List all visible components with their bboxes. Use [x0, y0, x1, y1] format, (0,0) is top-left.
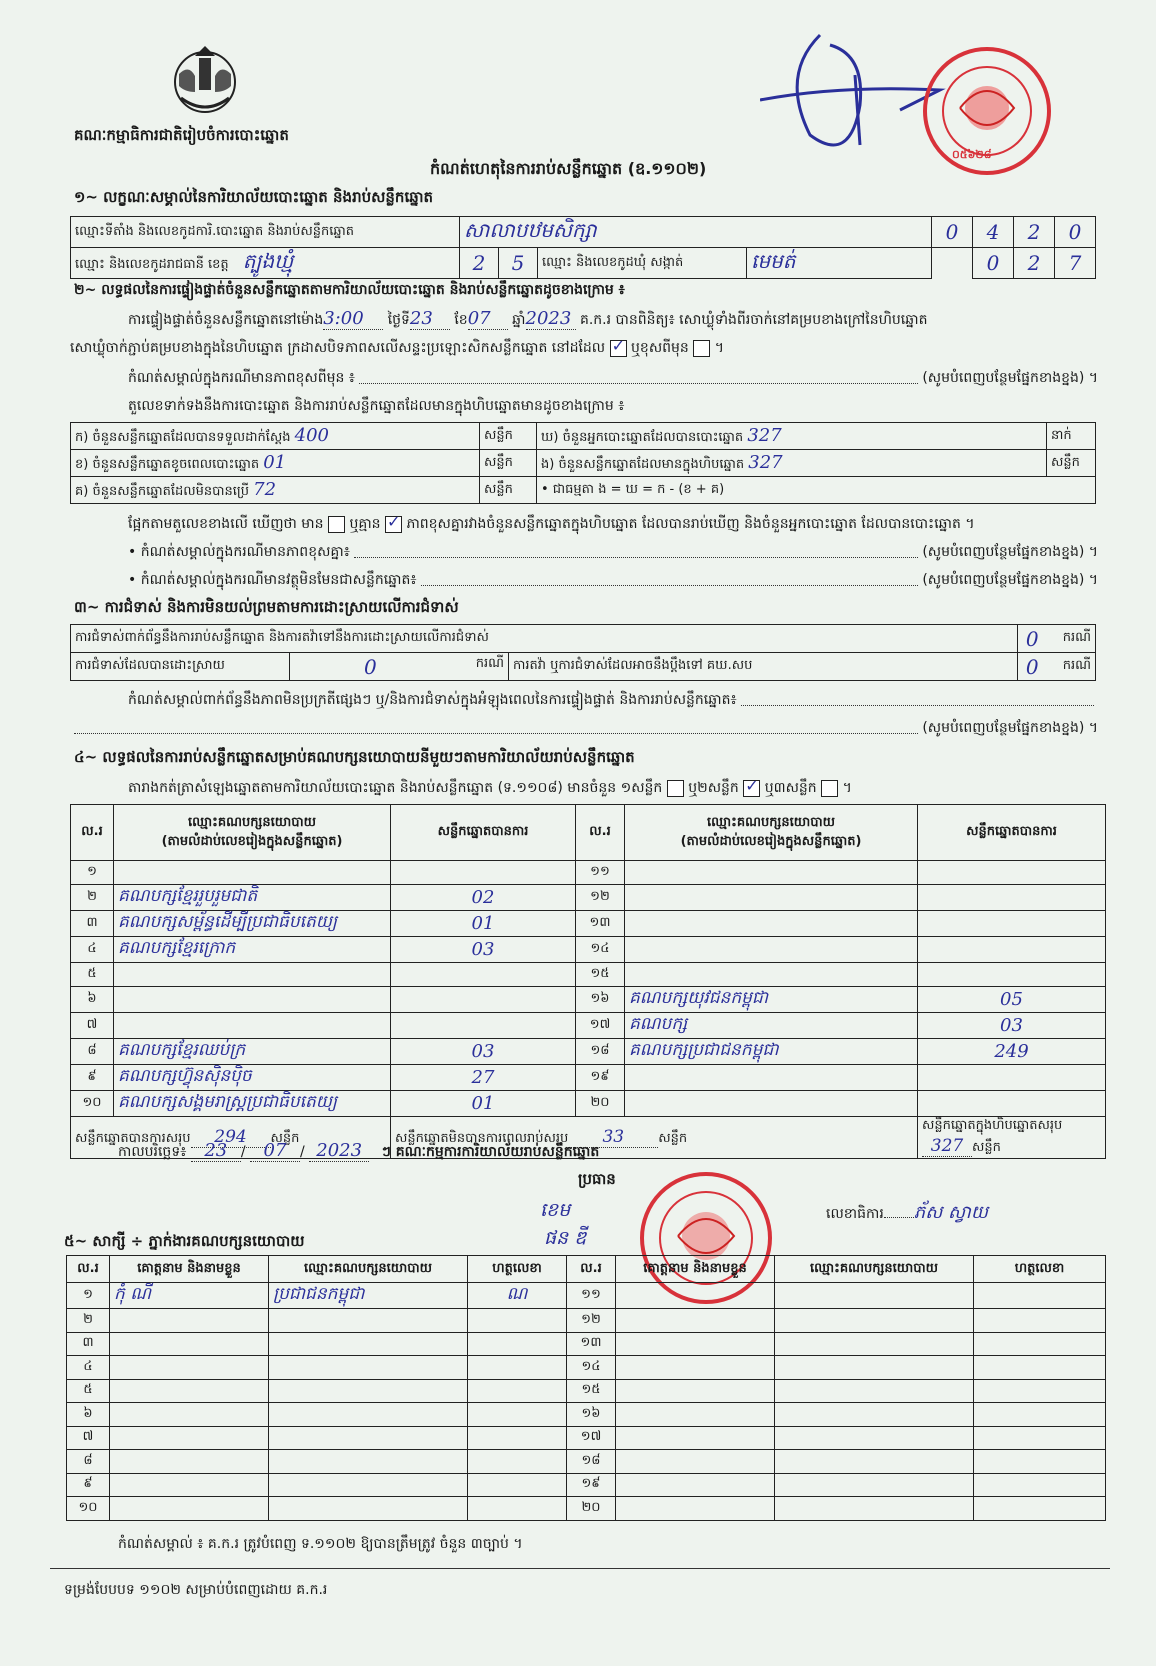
- section3-title: ៣~ ការជំទាស់ និងការមិនយល់ព្រមតាមការដោះស្រាយលើការជំទាស់: [74, 598, 459, 616]
- witness-party: [775, 1309, 974, 1333]
- row-number: ៧: [71, 1013, 114, 1039]
- row-number: ១១: [576, 861, 625, 885]
- party-name: [625, 963, 918, 987]
- witness-party: [775, 1403, 974, 1427]
- party-name: គណបក្សហ៊្វុនស៊ិនប៉ិច: [114, 1065, 391, 1091]
- party-name: គណបក្សខ្មែរក្រោក: [114, 937, 391, 963]
- unchanged-checkbox[interactable]: [610, 340, 627, 357]
- witness-party: ប្រជាជនកម្ពុជា: [269, 1283, 468, 1309]
- row-number: ៩: [71, 1065, 114, 1091]
- witness-row: [67, 1332, 1106, 1356]
- section2-note1: កំណត់សម្គាល់ក្នុងករណីមានភាពខុសពីមុន ៖ (សូមបំពេញបន្ថែមផ្នែកខាងខ្នង) ។: [128, 370, 1098, 386]
- witness-signature: [468, 1426, 567, 1450]
- party-votes: [391, 861, 576, 885]
- row-number: ១៤: [576, 937, 625, 963]
- witness-name: [110, 1356, 269, 1380]
- witness-party: [269, 1473, 468, 1497]
- witness-signature: [468, 1356, 567, 1380]
- party-votes: [918, 885, 1106, 911]
- party-name: [625, 911, 918, 937]
- party-votes: 02: [391, 885, 576, 911]
- province-code-2: 5: [499, 248, 538, 279]
- party-votes: [918, 937, 1106, 963]
- witness-row: [67, 1450, 1106, 1474]
- row-number: ៥: [71, 963, 114, 987]
- party-votes: 249: [918, 1039, 1106, 1065]
- party-name: [625, 885, 918, 911]
- witness-number: ៨: [67, 1450, 110, 1474]
- witness-party: [775, 1356, 974, 1380]
- figure-c: គ) ចំនួនសន្លឹកឆ្នោតដែលមិនបានប្រើ 72: [71, 477, 480, 504]
- witness-party: [775, 1497, 974, 1521]
- witness-party: [269, 1450, 468, 1474]
- has-difference-checkbox[interactable]: [328, 516, 345, 533]
- figure-b: ខ) ចំនួនសន្លឹកឆ្នោតខូចពេលបោះឆ្នោត 01: [71, 450, 480, 477]
- results-row: [71, 1091, 1106, 1117]
- witness-name: [616, 1497, 775, 1521]
- row-number: ៨: [71, 1039, 114, 1065]
- location-value: សាលាបឋមសិក្សា: [460, 217, 932, 248]
- row-number: ១២: [576, 885, 625, 911]
- party-name: [114, 987, 391, 1013]
- witness-number: ១៦: [567, 1403, 616, 1427]
- party-name: គណបក្សប្រជាជនកម្ពុជា: [625, 1039, 918, 1065]
- row-number: ១៥: [576, 963, 625, 987]
- witness-signature: [468, 1473, 567, 1497]
- witness-name: [616, 1283, 775, 1309]
- party-votes: [918, 861, 1106, 885]
- section2-para2: សោឃ្លុំចាក់ភ្ជាប់គម្របខាងក្នុងនៃហិបឆ្នោត ក្រដាសបិទភាពសលើសន្ទះប្រឡោះសិកសន្លឹកឆ្នោត នៅដដែល ✓ ឬខុសពីមុន ។: [70, 338, 1090, 359]
- footer-text: ទម្រង់បែបបទ ១១០២ សម្រាប់បំពេញដោយ គ.ក.រ: [64, 1582, 328, 1598]
- party-votes: 03: [391, 1039, 576, 1065]
- witness-name: [110, 1473, 269, 1497]
- witness-signature: ណ: [468, 1283, 567, 1309]
- section2-para3: តួលេខទាក់ទងនឹងការបោះឆ្នោត និងការរាប់សន្លឹកឆ្នោតដែលមានក្នុងហិបឆ្នោតមានដូចខាងក្រោម ៖: [128, 398, 625, 414]
- witness-name: [110, 1426, 269, 1450]
- commune-label: ឈ្មោះ និងលេខកូដឃុំ សង្កាត់: [538, 248, 747, 279]
- witness-number: ៥: [67, 1379, 110, 1403]
- section5-note: កំណត់សម្គាល់ ៖ គ.ក.រ ត្រូវបំពេញ ទ.១១០២ ឱ្យបានត្រឹមត្រូវ ចំនួន ៣ច្បាប់ ។: [118, 1536, 523, 1552]
- section3-note-cont: (សូមបំពេញបន្ថែមផ្នែកខាងខ្នង) ។: [70, 718, 1098, 739]
- row-number: ១៨: [576, 1039, 625, 1065]
- witness-signature: [468, 1450, 567, 1474]
- party-name: គណបក្សខ្មែរឈប់ក្រ: [114, 1039, 391, 1065]
- witness-name: [110, 1450, 269, 1474]
- witness-name: [616, 1403, 775, 1427]
- party-votes: 27: [391, 1065, 576, 1091]
- witness-name: [616, 1356, 775, 1380]
- stamp-number: ០៥៦២៨: [952, 148, 992, 161]
- row-number: ១៦: [576, 987, 625, 1013]
- witness-row: [67, 1473, 1106, 1497]
- witness-signature: [974, 1497, 1106, 1521]
- witness-number: ១១: [567, 1283, 616, 1309]
- witness-name: [616, 1473, 775, 1497]
- witness-party: [269, 1309, 468, 1333]
- party-name: គណបក្សសម្ព័ន្ធដើម្បីប្រជាធិបតេយ្យ: [114, 911, 391, 937]
- witness-row: [67, 1379, 1106, 1403]
- witness-party: [775, 1450, 974, 1474]
- witness-signature: [468, 1403, 567, 1427]
- witness-number: ៤: [67, 1356, 110, 1380]
- party-votes: [918, 911, 1106, 937]
- witness-name: [110, 1379, 269, 1403]
- chair-signature: ខេម: [540, 1199, 571, 1221]
- witness-signature: [974, 1332, 1106, 1356]
- witness-name: [110, 1403, 269, 1427]
- witness-party: [269, 1356, 468, 1380]
- location-code-4: 0: [1055, 217, 1096, 248]
- results-row: [71, 1013, 1106, 1039]
- witness-name: [616, 1309, 775, 1333]
- party-name: [114, 1013, 391, 1039]
- party-votes: [391, 987, 576, 1013]
- province-code-1: 2: [460, 248, 499, 279]
- commune-code-1: 0: [973, 248, 1014, 279]
- national-emblem-icon: [165, 42, 245, 120]
- witness-number: ១៣: [567, 1332, 616, 1356]
- witness-signature: [974, 1283, 1106, 1309]
- witness-signature: [468, 1332, 567, 1356]
- location-code-3: 2: [1014, 217, 1055, 248]
- witness-number: ១០: [67, 1497, 110, 1521]
- witness-name: [110, 1497, 269, 1521]
- section2-title: ២~ លទ្ធផលនៃការផ្ទៀងផ្ទាត់ចំនួនសន្លឹកឆ្នោតតាមការិយាល័យបោះឆ្នោត និងរាប់សន្លឹកឆ្នោតដូចខាងក្រោម ៖: [74, 282, 625, 298]
- results-row: [71, 937, 1106, 963]
- witness-name: [110, 1309, 269, 1333]
- section2-para1: ការផ្ទៀងផ្ទាត់ចំនួនសន្លឹកឆ្នោតនៅម៉ោង3:00 ថ្ងៃទី23 ខែ07 ឆ្នាំ2023 គ.ក.រ បានពិនិត្យ៖ សោឃ្លុំទាំងពីរចាក់នៅគម្របខាងក្រៅនៃហិបឆ្នោត: [128, 308, 928, 329]
- footer-divider: [50, 1568, 1110, 1569]
- total-invalid: សន្លឹកឆ្នោតមិនបានការពេលរាប់សរុប 33 សន្លឹក: [391, 1117, 918, 1159]
- witness-signature: [974, 1379, 1106, 1403]
- witness-number: ១៩: [567, 1473, 616, 1497]
- section2-note3: • កំណត់សម្គាល់ក្នុងករណីមានវត្ថុមិនមែនជាសន្លឹកឆ្នោត៖ (សូមបំពេញបន្ថែមផ្នែកខាងខ្នង) ។: [128, 572, 1098, 588]
- witness-number: ១៤: [567, 1356, 616, 1380]
- figure-e: ង) ចំនួនសន្លឹកឆ្នោតដែលមានក្នុងហិបឆ្នោត 327: [537, 450, 1047, 477]
- results-row: [71, 885, 1106, 911]
- witness-number: ៦: [67, 1403, 110, 1427]
- party-votes: [918, 1065, 1106, 1091]
- section2-note2: • កំណត់សម្គាល់ក្នុងករណីមានភាពខុសគ្នា៖ (សូមបំពេញបន្ថែមផ្នែកខាងខ្នង) ។: [128, 544, 1098, 560]
- witness-number: ២: [67, 1309, 110, 1333]
- witness-name: [110, 1332, 269, 1356]
- witness-signature: [974, 1356, 1106, 1380]
- section3-table: ការជំទាស់ពាក់ព័ន្ធនឹងការរាប់សន្លឹកឆ្នោត និងការតវ៉ាទៅនឹងការដោះស្រាយលើការជំទាស់ 0 ករណី ការជំទាស់ដែលបានដោះស្រាយ 0 ករណី ការតវ៉ា ឬការជំទាស់ដែលអាចនឹងប្តឹងទៅ គឃ.សប 0 ករណី: [70, 624, 1096, 681]
- witness-table: ល.រ គោត្តនាម និងនាមខ្លួន ឈ្មោះគណបក្សនយោបាយ ហត្ថលេខា ល.រ គោត្តនាម និងនាមខ្លួន ឈ្មោះគណបក្សនយោបាយ ហត្ថលេខា ១ កុំ ណី ប្រជាជនកម្ពុជា ណ ១១ ២ ១២ ៣ ១៣ ៤ ១៤ ៥ ១៥ ៦ ១៦ ៧ ១៧ ៨ ១៨ ៩ ១៩ ១០ ២០: [66, 1255, 1106, 1521]
- row-number: ១៩: [576, 1065, 625, 1091]
- three-sheets-checkbox[interactable]: [821, 780, 838, 797]
- resolved-label: ការជំទាស់ដែលបានដោះស្រាយ: [71, 653, 290, 681]
- party-votes: 05: [918, 987, 1106, 1013]
- row-number: ២: [71, 885, 114, 911]
- witness-name: [616, 1379, 775, 1403]
- witness-row: [67, 1403, 1106, 1427]
- total-valid: សន្លឹកឆ្នោតបានការសរុប 294 សន្លឹក: [71, 1117, 391, 1159]
- results-row: [71, 861, 1106, 885]
- witness-name: [616, 1450, 775, 1474]
- party-votes: 03: [918, 1013, 1106, 1039]
- appeal-value: 0: [1017, 653, 1047, 681]
- section3-note: កំណត់សម្គាល់ពាក់ព័ន្ធនឹងភាពមិនប្រក្រតីផ្សេងៗ ឬ/និងការជំទាស់ក្នុងអំឡុងពេលនៃការផ្ទៀងផ្ទាត់ និងការរាប់សន្លឹកឆ្នោត៖: [128, 690, 1098, 711]
- figure-d: ឃ) ចំនួនអ្នកបោះឆ្នោតដែលបានបោះឆ្នោត 327: [537, 423, 1047, 450]
- section2-para4: ផ្អែកតាមតួលេខខាងលើ ឃើញថា មាន ឬគ្មាន ✓ ភាពខុសគ្នារវាងចំនួនសន្លឹកឆ្នោតក្នុងហិបឆ្នោត ដែលបានរាប់ឃើញ និងចំនួនអ្នកបោះឆ្នោត ដែលបានបោះឆ្នោត ។: [128, 514, 1098, 535]
- row-number: ១០: [71, 1091, 114, 1117]
- party-name: [625, 861, 918, 885]
- witness-party: [775, 1473, 974, 1497]
- witness-number: ១: [67, 1283, 110, 1309]
- witness-name: [616, 1426, 775, 1450]
- party-name: គណបក្សសង្គមរាស្ត្រប្រជាធិបតេយ្យ: [114, 1091, 391, 1117]
- chair-label: ប្រធាន: [578, 1170, 616, 1188]
- commune-value: មេមត់: [747, 248, 932, 279]
- section4-intro: តារាងកត់ត្រាសំឡេងឆ្នោតតាមការិយាល័យបោះឆ្នោត និងរាប់សន្លឹកឆ្នោត (ទ.១១០៨) មានចំនួន ១សន្លឹក ឬ២សន្លឹក ✓ ឬ៣សន្លឹក ។: [128, 778, 852, 799]
- witness-number: ៣: [67, 1332, 110, 1356]
- party-results-table: ល.រ ឈ្មោះគណបក្សនយោបាយ (តាមលំដាប់លេខរៀងក្នុងសន្លឹកឆ្នោត) សន្លឹកឆ្នោតបានការ ល.រ ឈ្មោះគណបក្សនយោបាយ (តាមលំដាប់លេខរៀងក្នុងសន្លឹកឆ្នោត) សន្លឹកឆ្នោតបានការ ១ ១១ ២ គណបក្សខ្មែររួបរួមជាតិ 02 ១២ ៣ គណបក្សសម្ព័ន្ធដើម្បីប្រជាធិបតេយ្យ 01 ១៣ ៤ គណបក្សខ្មែរក្រោក 03 ១៤ ៥ ១៥ ៦ ១៦ គណបក្សយុវជនកម្ពុជា 05 ៧ ១៧ គណបក្ស 03 ៨ គណបក្សខ្មែរឈប់ក្រ 03 ១៨ គណបក្សប្រជាជនកម្ពុជា 249 ៩ គណបក្សហ៊្វុនស៊ិនប៉ិច 27 ១៩ ១០ គណបក្សសង្គមរាស្ត្រប្រជាធិបតេយ្យ 01 ២០ សន្លឹកឆ្នោតបានការសរុប 294 សន្លឹក សន្លឹកឆ្នោតមិនបានការពេលរាប់សរុប 33 សន្លឹក សន្លឹកឆ្នោតក្នុងហិបឆ្នោតសរុប327 សន្លឹក: [70, 804, 1106, 1159]
- party-votes: [918, 963, 1106, 987]
- secretary-label: លេខាធិការ ភ័ស ស្វាយ: [826, 1202, 989, 1223]
- witness-number: ៩: [67, 1473, 110, 1497]
- witness-number: ១៥: [567, 1379, 616, 1403]
- appeal-label: ការតវ៉ា ឬការជំទាស់ដែលអាចនឹងប្តឹងទៅ គឃ.សប: [509, 653, 1018, 681]
- row-number: ៦: [71, 987, 114, 1013]
- party-votes: [391, 1013, 576, 1039]
- section4-title: ៤~ លទ្ធផលនៃការរាប់សន្លឹកឆ្នោតសម្រាប់គណបក្សនយោបាយនីមួយៗតាមការិយាល័យរាប់សន្លឹកឆ្នោត: [74, 748, 635, 766]
- section2-figures-table: ក) ចំនួនសន្លឹកឆ្នោតដែលបានទទួលដាក់ស្តែង 400 សន្លឹក ឃ) ចំនួនអ្នកបោះឆ្នោតដែលបានបោះឆ្នោត 327 នាក់ ខ) ចំនួនសន្លឹកឆ្នោតខូចពេលបោះឆ្នោត 01 សន្លឹក ង) ចំនួនសន្លឹកឆ្នោតដែលមានក្នុងហិបឆ្នោត 327 សន្លឹក គ) ចំនួនសន្លឹកឆ្នោតដែលមិនបានប្រើ 72 សន្លឹក • ជាធម្មតា ង = ឃ = ក - (ខ + គ): [70, 422, 1096, 504]
- commune-code-2: 2: [1014, 248, 1055, 279]
- witness-row: [67, 1283, 1106, 1309]
- row-number: ៣: [71, 911, 114, 937]
- witness-row: [67, 1356, 1106, 1380]
- party-votes: 01: [391, 911, 576, 937]
- signoff-date: កាលបរិច្ឆេទ៖ 23 / 07 / 2023 ៗ គណៈកម្មការការិយាល័យរាប់សន្លឹកឆ្នោត: [118, 1140, 600, 1161]
- witness-party: [775, 1426, 974, 1450]
- party-name: [625, 1091, 918, 1117]
- witness-row: [67, 1309, 1106, 1333]
- witness-party: [775, 1379, 974, 1403]
- party-votes: [918, 1091, 1106, 1117]
- resolved-value: 0 ករណី: [290, 653, 509, 681]
- row-number: ៤: [71, 937, 114, 963]
- witness-signature: [974, 1426, 1106, 1450]
- party-votes: [391, 963, 576, 987]
- no-difference-checkbox[interactable]: [385, 516, 402, 533]
- row-number: ១: [71, 861, 114, 885]
- witness-name: [616, 1332, 775, 1356]
- party-name: គណបក្ស: [625, 1013, 918, 1039]
- witness-party: [269, 1403, 468, 1427]
- party-votes: 03: [391, 937, 576, 963]
- objection-label: ការជំទាស់ពាក់ព័ន្ធនឹងការរាប់សន្លឹកឆ្នោត និងការតវ៉ាទៅនឹងការដោះស្រាយលើការជំទាស់: [71, 625, 1018, 653]
- province-label: ឈ្មោះ និងលេខកូដរាជធានី ខេត្ត ត្បូងឃ្មុំ: [71, 248, 460, 279]
- row-number: ១៣: [576, 911, 625, 937]
- witness-signature: [974, 1403, 1106, 1427]
- party-name: គណបក្សយុវជនកម្ពុជា: [625, 987, 918, 1013]
- party-name: [114, 861, 391, 885]
- witness-number: ១៨: [567, 1450, 616, 1474]
- location-label: ឈ្មោះទីតាំង និងលេខកូដការិ.បោះឆ្នោត និងរាប់សន្លឹកឆ្នោត: [71, 217, 460, 248]
- witness-name: កុំ ណី: [110, 1283, 269, 1309]
- one-sheet-checkbox[interactable]: [667, 780, 684, 797]
- witness-signature: [974, 1473, 1106, 1497]
- section5-title: ៥~ សាក្សី ÷ ភ្នាក់ងារគណបក្សនយោបាយ: [64, 1232, 305, 1250]
- party-name: [625, 1065, 918, 1091]
- witness-number: ២០: [567, 1497, 616, 1521]
- witness-party: [269, 1332, 468, 1356]
- figure-a: ក) ចំនួនសន្លឹកឆ្នោតដែលបានទទួលដាក់ស្តែង 400: [71, 423, 480, 450]
- witness-row: [67, 1497, 1106, 1521]
- location-code-2: 4: [973, 217, 1014, 248]
- party-name: [625, 937, 918, 963]
- witness-number: ៧: [67, 1426, 110, 1450]
- witness-signature: [468, 1497, 567, 1521]
- party-votes: 01: [391, 1091, 576, 1117]
- witness-party: [269, 1379, 468, 1403]
- total-in-box: សន្លឹកឆ្នោតក្នុងហិបឆ្នោតសរុប327 សន្លឹក: [918, 1117, 1106, 1159]
- witness-signature: [468, 1309, 567, 1333]
- results-row: [71, 987, 1106, 1013]
- committee-name: គណៈកម្មាធិការជាតិរៀបចំការបោះឆ្នោត: [74, 126, 289, 144]
- objection-value: 0: [1017, 625, 1047, 653]
- party-name: គណបក្សខ្មែររួបរួមជាតិ: [114, 885, 391, 911]
- witness-party: [775, 1283, 974, 1309]
- section1-title: ១~ លក្ខណៈសម្គាល់នៃការិយាល័យបោះឆ្នោត និងរាប់សន្លឹកឆ្នោត: [74, 188, 434, 206]
- changed-checkbox[interactable]: [693, 340, 710, 357]
- witness-row: [67, 1426, 1106, 1450]
- results-row: [71, 911, 1106, 937]
- commune-code-3: 7: [1055, 248, 1096, 279]
- formula: • ជាធម្មតា ង = ឃ = ក - (ខ + គ): [537, 477, 1096, 504]
- results-row: [71, 1065, 1106, 1091]
- witness-number: ១៧: [567, 1426, 616, 1450]
- row-number: ២០: [576, 1091, 625, 1117]
- location-code-1: 0: [932, 217, 973, 248]
- results-row: [71, 1039, 1106, 1065]
- witness-number: ១២: [567, 1309, 616, 1333]
- party-name: [114, 963, 391, 987]
- section1-table: [70, 216, 1096, 279]
- witness-party: [269, 1497, 468, 1521]
- witness-signature: [974, 1309, 1106, 1333]
- form-title: កំណត់ហេតុនៃការរាប់សន្លឹកឆ្នោត (ឧ.១១០២): [430, 159, 707, 178]
- witness-party: [269, 1426, 468, 1450]
- witness-party: [775, 1332, 974, 1356]
- two-sheets-checkbox[interactable]: [743, 780, 760, 797]
- witness-signature: [974, 1450, 1106, 1474]
- witness-signature: [468, 1379, 567, 1403]
- results-row: [71, 963, 1106, 987]
- row-number: ១៧: [576, 1013, 625, 1039]
- chair-name: ផន ឌី: [544, 1227, 587, 1249]
